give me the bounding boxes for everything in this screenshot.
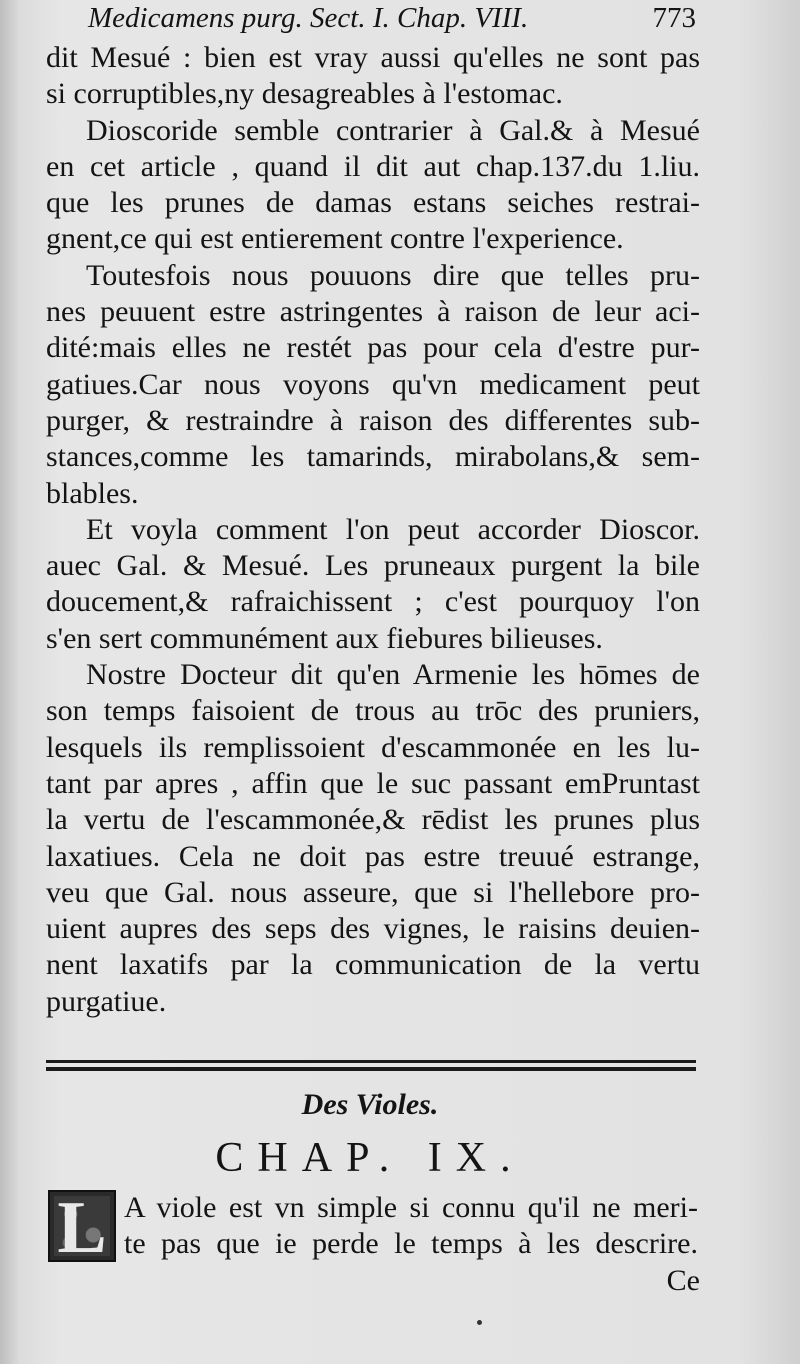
- text-line: Toutesfois nous pouuons dire que telles pru-: [86, 258, 700, 292]
- paragraph: [46, 512, 700, 657]
- text-line: son temps faisoient de trous au trōc des pruniers,: [46, 694, 700, 728]
- paragraph: [46, 258, 700, 512]
- body-text: [46, 40, 700, 1020]
- chapter-title: CHAP. IX.: [215, 1135, 525, 1181]
- text-line: en cet article , quand il dit aut chap.137.du 1.liu.: [46, 149, 700, 183]
- text-line: veu que Gal. nous asseure, que si l'hellebore pro-: [46, 875, 700, 909]
- text-line: stances,comme les tamarinds, mirabolans,& sem-: [46, 440, 700, 474]
- text-line: dité:mais elles ne restét pas pour cela d'estre pur-: [46, 331, 700, 365]
- page-number: 773: [652, 2, 696, 34]
- rule-thin: [46, 1060, 696, 1063]
- drop-cap-ornament: [48, 1187, 116, 1269]
- catchword: Ce: [666, 1264, 700, 1297]
- paragraph: [46, 113, 700, 258]
- text-line: auec Gal. & Mesué. Les pruneaux purgent la bile: [46, 549, 700, 583]
- text-line: doucement,& rafraichissent ; c'est pourquoy l'on: [46, 585, 700, 619]
- text-line: s'en sert communément aux fiebures bilieuses.: [46, 621, 603, 655]
- text-line: dit Mesué : bien est vray aussi qu'elles ne sont pas: [46, 41, 700, 74]
- section-title: Des Violes.: [301, 1088, 439, 1121]
- text-line: A viole est vn simple si connu qu'il ne meri-: [124, 1191, 698, 1224]
- chapter-intro: [124, 1190, 698, 1262]
- text-line: la vertu de l'escammonée,& rēdist les prunes plus: [46, 803, 700, 837]
- text-line: gnent,ce qui est entierement contre l'experience.: [46, 222, 624, 256]
- paragraph: [46, 657, 700, 1020]
- text-line: te pas que ie perde le temps à les descrire.: [124, 1227, 698, 1260]
- paragraph: [46, 40, 700, 113]
- running-title: Medicamens purg. Sect. I. Chap. VIII.: [88, 2, 529, 34]
- text-line: uient aupres des seps des vignes, le raisins deuien-: [46, 912, 700, 946]
- text-line: purgatiue.: [46, 984, 167, 1018]
- text-line: nent laxatifs par la communication de la vertu: [46, 948, 700, 982]
- text-line: Dioscoride semble contrarier à Gal.& à Mesué: [86, 113, 700, 147]
- text-line: lesquels ils remplissoient d'escammonée en les lu-: [46, 730, 700, 764]
- text-line: purger, & restraindre à raison des differentes sub-: [46, 403, 700, 437]
- rule-thick: [46, 1067, 696, 1071]
- text-line: tant par apres , affin que le suc passant emPruntast: [46, 766, 700, 800]
- ink-mark: [477, 1320, 482, 1325]
- text-line: nes peuuent estre astringentes à raison de leur aci-: [46, 295, 700, 329]
- text-line: Nostre Docteur dit qu'en Armenie les hōmes de: [86, 658, 700, 692]
- text-line: Et voyla comment l'on peut accorder Dioscor.: [86, 512, 700, 546]
- drop-cap-letter: L: [57, 1187, 107, 1269]
- page-header: [88, 2, 696, 38]
- text-line: laxatiues. Cela ne doit pas estre treuué estrange,: [46, 839, 700, 873]
- text-line: blables.: [46, 476, 139, 510]
- text-line: gatiues.Car nous voyons qu'vn medicament peut: [46, 367, 700, 401]
- text-line: si corruptibles,ny desagreables à l'estomac.: [46, 77, 563, 111]
- text-line: que les prunes de damas estans seiches restrai-: [46, 186, 700, 220]
